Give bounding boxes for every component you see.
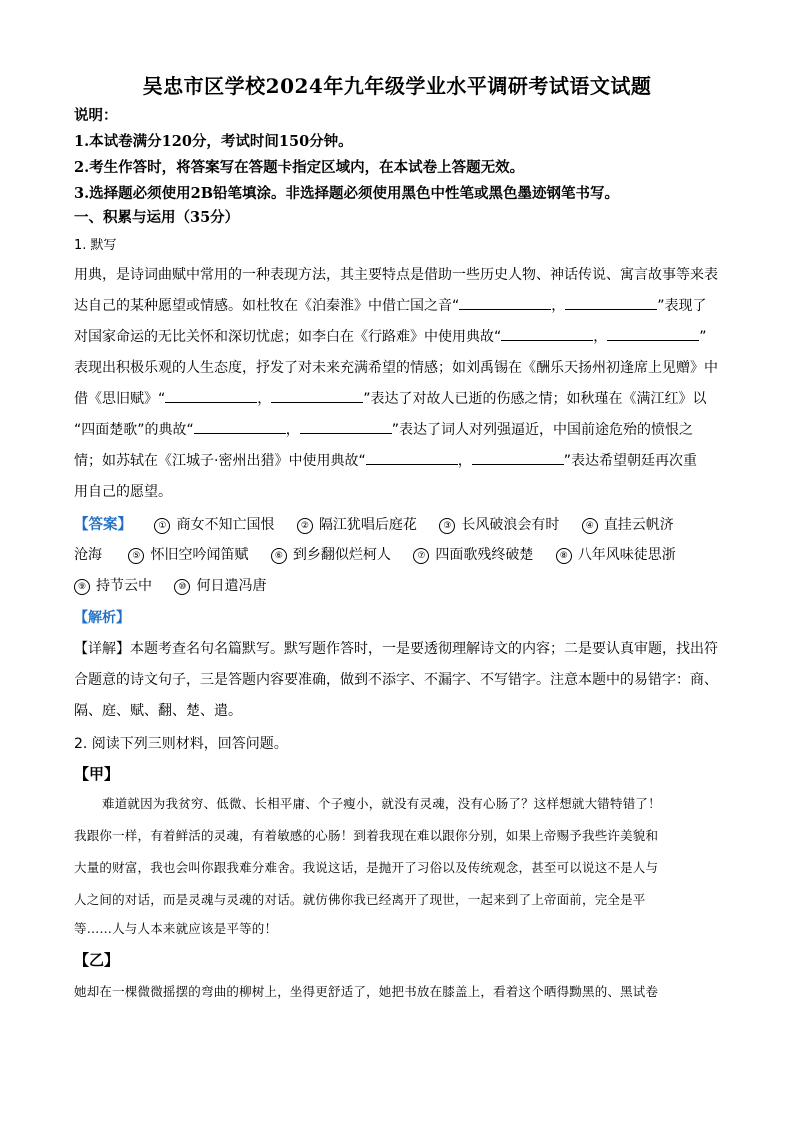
answer-blank[interactable] xyxy=(165,391,257,403)
q1-text-line-5: 借《思旧赋》“ ， ”表达了对故人已逝的伤感之情；如秋瑾在《满江红》以 xyxy=(74,391,707,407)
answer-item: ⑩ 何日遣冯唐 xyxy=(174,575,266,595)
answer-item: ⑤ 怀旧空吟闻笛赋 xyxy=(128,544,248,564)
answer-blank[interactable] xyxy=(194,422,286,434)
answer-blank[interactable] xyxy=(300,422,392,434)
yi-line-1: 她却在一棵微微摇摆的弯曲的柳树上，坐得更舒适了，她把书放在膝盖上，看着这个晒得黝黑的、黑试卷 xyxy=(74,984,659,999)
answer-item: ⑧ 八年风味徒思浙 xyxy=(556,544,676,564)
section-1-heading: 一、积累与运用（35分） xyxy=(74,209,240,226)
q1-text-line-2: 达自己的某种愿望或情感。如杜牧在《泊秦淮》中借亡国之音“ ， ”表现了 xyxy=(74,298,707,314)
answer-item: ③ 长风破浪会有时 xyxy=(439,514,559,534)
answer-blank[interactable] xyxy=(271,391,363,403)
answer-blank[interactable] xyxy=(366,453,458,465)
q1-text-line-3: 对国家命运的无比关怀和深切忧虑；如李白在《行路难》中使用典故“ ， ” xyxy=(74,329,707,345)
answer-blank[interactable] xyxy=(607,329,699,341)
answer-label: 【答案】 xyxy=(74,517,132,533)
answer-item: ⑨ 持节云中 xyxy=(74,575,152,595)
answer-blank[interactable] xyxy=(472,453,564,465)
instructions-heading: 说明： xyxy=(74,107,118,124)
answer-item: ⑦ 四面歌残终破楚 xyxy=(413,544,533,564)
q1-text-line-1: 用典，是诗词曲赋中常用的一种表现方法，其主要特点是借助一些历史人物、神话传说、寓言故事等来表 xyxy=(74,267,718,283)
jia-line-3: 大量的财富，我也会叫你跟我难分难舍。我说这话，是抛开了习俗以及传统观念，甚至可以说这不是人与 xyxy=(74,860,659,875)
jia-line-1: 难道就因为我贫穷、低微、长相平庸、个子瘦小，就没有灵魂，没有心肠了？这样想就大错特错了！ xyxy=(102,796,661,811)
answer-item: ④ 直挂云帆济 xyxy=(582,514,674,534)
jia-line-2: 我跟你一样，有着鲜活的灵魂，有着敏感的心肠！到着我现在难以跟你分别，如果上帝赐予我些许美貌和 xyxy=(74,828,659,843)
jia-line-4: 人之间的对话，而是灵魂与灵魂的对话。就仿佛你我已经离开了现世，一起来到了上帝面前，完全是平 xyxy=(74,892,646,907)
answer-row-1 xyxy=(74,513,674,534)
question-2-label: 2. 阅读下列三则材料，回答问题。 xyxy=(74,736,288,752)
jia-line-5: 等……人与人本来就应该是平等的！ xyxy=(74,921,278,936)
answer-item: ① 商女不知亡国恨 xyxy=(154,514,274,534)
instruction-item-2: 2.考生作答时，将答案写在答题卡指定区域内，在本试卷上答题无效。 xyxy=(74,159,525,176)
answer-blank[interactable] xyxy=(459,298,551,310)
page-title: 吴忠市区学校2024年九年级学业水平调研考试语文试题 xyxy=(142,74,652,98)
q1-text-line-4: 表现出积极乐观的人生态度，抒发了对未来充满希望的情感；如刘禹锡在《酬乐天扬州初逢席上见赠》中 xyxy=(74,360,718,376)
material-yi-label: 【乙】 xyxy=(74,951,120,969)
detail-line-2: 合题意的诗文句子，三是答题内容要准确，做到不添字、不漏字、不写错字。注意本题中的易错字：商、 xyxy=(74,672,718,688)
instruction-item-1: 1.本试卷满分120分，考试时间150分钟。 xyxy=(74,133,353,150)
q1-text-line-8: 用自己的愿望。 xyxy=(74,484,172,500)
question-1-label: 1. 默写 xyxy=(74,238,117,253)
analysis-label: 【解析】 xyxy=(74,610,130,626)
answer-item: ⑥ 到乡翻似烂柯人 xyxy=(271,544,391,564)
detail-line-1: 【详解】本题考查名句名篇默写。默写题作答时，一是要透彻理解诗文的内容；二是要认真审题，找出符 xyxy=(74,641,718,657)
answer-blank[interactable] xyxy=(501,329,593,341)
answer-item: ② 隔江犹唱后庭花 xyxy=(297,514,417,534)
answer-row-3 xyxy=(74,575,284,595)
answer-row-2 xyxy=(74,544,676,564)
material-jia-label: 【甲】 xyxy=(74,765,120,783)
instruction-item-3: 3.选择题必须使用2B铅笔填涂。非选择题必须使用黑色中性笔或黑色墨迹钢笔书写。 xyxy=(74,185,619,202)
detail-line-3: 隔、庭、赋、翻、楚、遣。 xyxy=(74,703,242,719)
answer-blank[interactable] xyxy=(565,298,657,310)
answer-item: 沧海 xyxy=(74,547,102,563)
q1-text-line-7: 情；如苏轼在《江城子·密州出猎》中使用典故“ ， ”表达希望朝廷再次重 xyxy=(74,453,697,469)
q1-text-line-6: “四面楚歌”的典故“ ， ”表达了词人对列强逼近，中国前途危殆的愤恨之 xyxy=(74,422,694,438)
